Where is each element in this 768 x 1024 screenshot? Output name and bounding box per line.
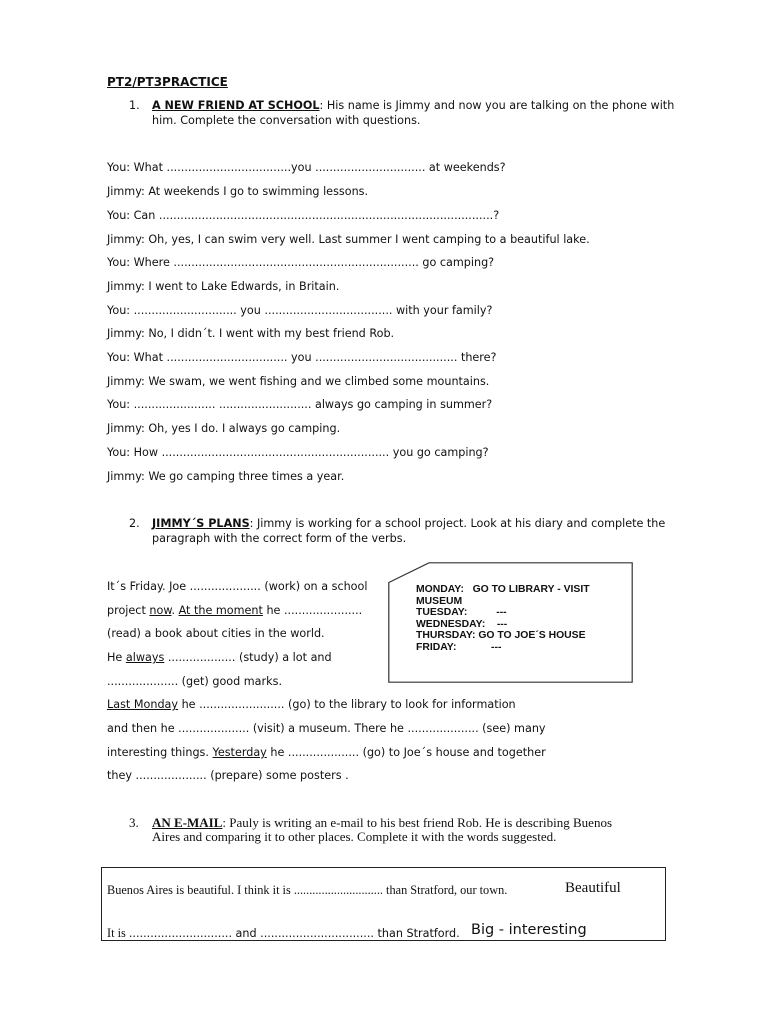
dialogue-line: Jimmy: We swam, we went fishing and we climbed some mountains. (107, 375, 490, 388)
paragraph-line (107, 746, 546, 759)
paragraph-line: and then he .................... (visit) a museum. There he .................... (see) many (107, 722, 546, 735)
diary-text (416, 584, 590, 654)
section-3-instruction-line1: : Pauly is writing an e-mail to his best friend Rob. He is describing Buenos (222, 815, 613, 830)
email-word-beautiful: Beautiful (565, 880, 621, 896)
dialogue-line: Jimmy: We go camping three times a year. (107, 470, 345, 483)
section-1-instruction (152, 99, 674, 112)
paragraph-text: he ...................... (262, 604, 363, 617)
underlined-time-word: always (125, 651, 165, 664)
dialogue-line: You: ............................. you .................................... with your family? (107, 304, 493, 317)
diary-line: MUSEUM (416, 595, 463, 607)
dialogue-line: Jimmy: I went to Lake Edwards, in Britain. (107, 280, 340, 293)
dialogue-line: You: ....................... .......................... always go camping in summer? (107, 398, 493, 411)
dialogue-line: You: How ................................................................ you go camping? (107, 446, 489, 459)
paragraph-line (107, 604, 362, 617)
paragraph-line: .................... (get) good marks. (107, 675, 283, 688)
paragraph-text: interesting things. (107, 746, 213, 759)
page-title: PT2/PT3PRACTICE (107, 75, 228, 89)
section-2-heading: JIMMY´S PLANS (152, 517, 250, 530)
section-2-instruction (152, 517, 665, 530)
dialogue-line: Jimmy: No, I didn´t. I went with my best friend Rob. (107, 327, 395, 340)
dialogue-line: Jimmy: Oh, yes, I can swim very well. Last summer I went camping to a beautiful lake. (107, 233, 590, 246)
dialogue-line: You: Where ..................................................................... go camping? (107, 256, 495, 269)
email-line-2-text: ............................. and ................................ than Stratford. (128, 927, 460, 940)
diary-line: FRIDAY: --- (416, 641, 502, 653)
dialogue-line: Jimmy: Oh, yes I do. I always go camping. (107, 422, 341, 435)
dialogue-line: Jimmy: At weekends I go to swimming lessons. (107, 185, 369, 198)
email-line-2-prefix: It is (107, 926, 129, 940)
section-1-instruction-line2: him. Complete the conversation with questions. (152, 114, 421, 127)
paragraph-text: . (171, 604, 179, 617)
section-3-heading: AN E-MAIL (152, 815, 223, 830)
section-1-number: 1. (129, 99, 140, 112)
paragraph-line: they .................... (prepare) some posters . (107, 769, 349, 782)
paragraph-line (107, 698, 516, 711)
section-2-number: 2. (129, 517, 140, 530)
diary-line: WEDNESDAY: --- (416, 618, 508, 630)
paragraph-text: he ........................ (go) to the library to look for information (178, 698, 516, 711)
section-2-instruction-line1: : Jimmy is working for a school project. Look at his diary and complete the (249, 517, 666, 530)
paragraph-text: ................... (study) a lot and (164, 651, 332, 664)
dialogue-line: You: Can ..............................................................................................? (107, 209, 500, 222)
section-1-heading: A NEW FRIEND AT SCHOOL (152, 99, 320, 112)
paragraph-text: project (107, 604, 150, 617)
section-3-instruction-line2: Aires and comparing it to other places. Complete it with the words suggested. (152, 829, 557, 844)
underlined-time-word: At the moment (178, 604, 263, 617)
paragraph-line: It´s Friday. Joe .................... (work) on a school (107, 580, 368, 593)
email-line-1: Buenos Aires is beautiful. I think it is ............................. than Stratford, our town. (107, 883, 508, 897)
diary-line: THURSDAY: GO TO JOE´S HOUSE (416, 630, 586, 642)
diary-line: MONDAY: GO TO LIBRARY - VISIT (416, 584, 590, 595)
underlined-time-word: Yesterday (212, 746, 267, 759)
dialogue-line: You: What .................................. you ........................................ there? (107, 351, 497, 364)
dialogue-line: You: What ...................................you ............................... at weekends? (107, 161, 506, 174)
section-2-instruction-line2: paragraph with the correct form of the verbs. (152, 532, 407, 545)
email-word-big-interesting: Big - interesting (471, 922, 587, 938)
underlined-time-word: now (149, 604, 172, 617)
paragraph-line (107, 651, 332, 664)
email-line-2 (107, 926, 460, 941)
paragraph-line: (read) a book about cities in the world. (107, 627, 325, 640)
paragraph-text: he .................... (go) to Joe´s house and together (266, 746, 546, 759)
section-1-instruction-line1: : His name is Jimmy and now you are talking on the phone with (319, 99, 675, 112)
paragraph-text: He (107, 651, 126, 664)
section-3-number: 3. (129, 815, 139, 830)
underlined-time-word: Last Monday (107, 698, 179, 711)
diary-box (388, 562, 633, 683)
diary-line: TUESDAY: --- (416, 607, 507, 619)
